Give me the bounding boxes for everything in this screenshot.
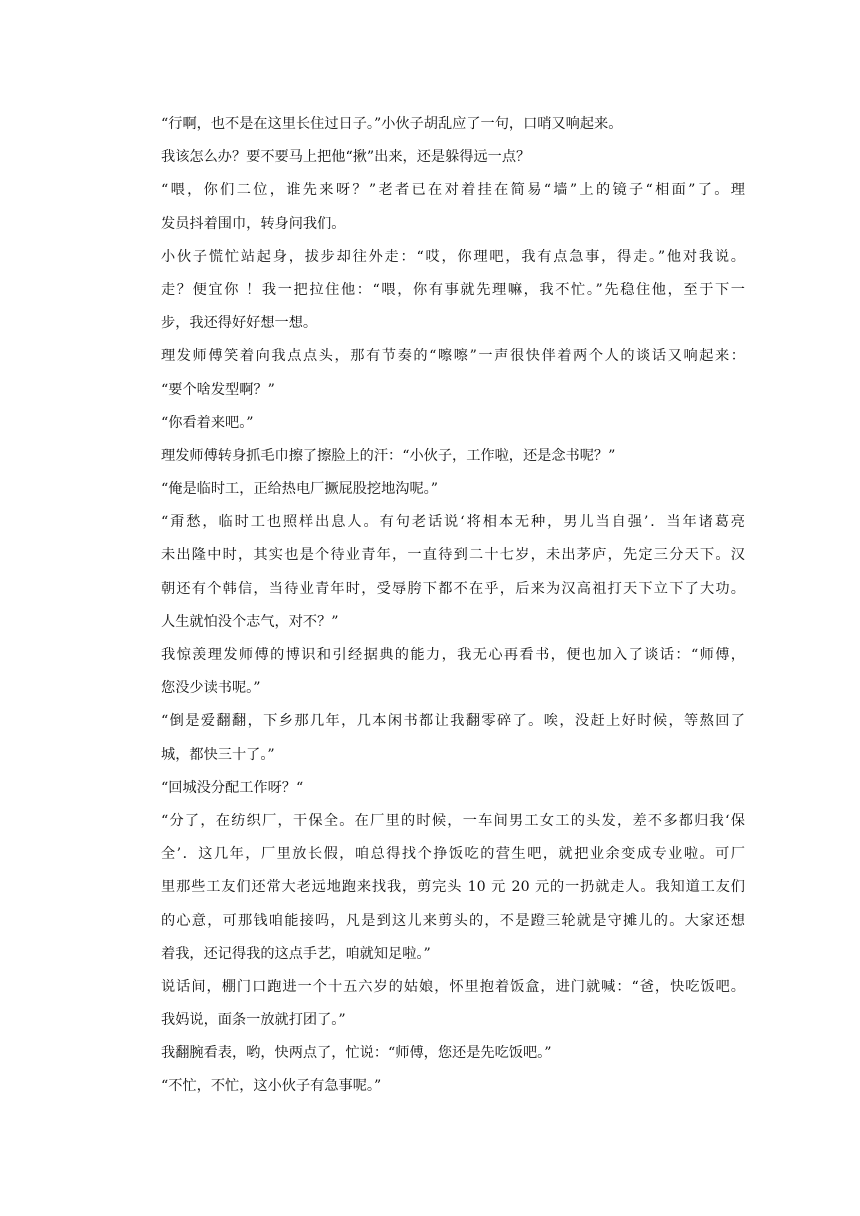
text-line: “要个啥发型啊？” [161, 381, 275, 398]
text-line: 理发师傅笑着向我点点头，那有节奏的“嚓嚓”一声很快伴着两个人的谈话又响起来： [161, 348, 745, 365]
text-line: 里那些工友们还常大老远地跑来找我，剪完头 10 元 20 元的一扔就走人。我知道工友们 [161, 879, 745, 896]
text-line: “喂，你们二位，谁先来呀？”老者已在对着挂在简易“墙”上的镜子“相面”了。理 [161, 182, 745, 199]
text-line: “回城没分配工作呀？“ [161, 779, 304, 796]
text-line: “倒是爱翻翻，下乡那几年，几本闲书都让我翻零碎了。唉，没赶上好时候，等熬回了 [161, 713, 745, 730]
text-line: “俺是临时工，正给热电厂撅屁股挖地沟呢。” [161, 481, 438, 498]
text-line: 步，我还得好好想一想。 [161, 315, 318, 332]
text-line: 朝还有个韩信，当待业青年时，受辱胯下都不在乎，后来为汉高祖打天下立下了大功。 [161, 580, 745, 597]
text-line: 我惊羡理发师傅的博识和引经据典的能力，我无心再看书，便也加入了谈话：“师傅， [161, 647, 745, 663]
text-line: 走？便宜你 ！我一把拉住他：“喂，你有事就先理嘛，我不忙。”先稳住他，至于下一 [161, 281, 745, 298]
text-line: 全’．这几年，厂里放长假，咱总得找个挣饭吃的营生吧，就把业余变成专业啦。可厂 [161, 846, 745, 863]
text-line: “甭愁，临时工也照样出息人。有句老话说‘将相本无种，男儿当自强’．当年诸葛亮 [161, 514, 745, 531]
text-line: 的心意，可那钱咱能接吗，凡是到这儿来剪头的，不是蹬三轮就是守摊儿的。大家还想 [161, 912, 745, 929]
text-line: 说话间，棚门口跑进一个十五六岁的姑娘，怀里抱着饭盒，进门就喊：“爸，快吃饭吧。 [161, 978, 745, 995]
text-line: 我该怎么办？要不要马上把他“揪”出来，还是躲得远一点？ [161, 149, 531, 166]
text-line: 理发师傅转身抓毛巾擦了擦脸上的汗：“小伙子，工作啦，还是念书呢？” [161, 447, 616, 464]
text-line: “分了，在纺织厂，干保全。在厂里的时候，一车间男工女工的头发，差不多都归我‘保 [161, 812, 745, 829]
text-line: 您没少读书呢。” [161, 680, 261, 697]
text-line: “行啊，也不是在这里长住过日子。”小伙子胡乱应了一句，口哨又响起来。 [161, 116, 623, 132]
text-line: “你看着来吧。” [161, 414, 254, 431]
document-body [161, 108, 745, 1104]
text-line: 人生就怕没个志气，对不？” [161, 613, 339, 630]
text-line: 我翻腕看表，哟，快两点了，忙说：“师傅，您还是先吃饭吧。” [161, 1045, 552, 1062]
text-line: 小伙子慌忙站起身，拔步却往外走：“哎，你理吧，我有点急事，得走。”他对我说。 [161, 248, 745, 265]
text-line: 未出隆中时，其实也是个待业青年，一直待到二十七岁，未出茅庐，先定三分天下。汉 [161, 547, 745, 564]
text-line: 我妈说，面条一放就打团了。” [161, 1012, 346, 1029]
text-line: 发员抖着围巾，转身问我们。 [161, 215, 346, 232]
text-line: 着我，还记得我的这点手艺，咱就知足啦。” [161, 945, 431, 962]
text-line: “不忙，不忙，这小伙子有急事呢。” [161, 1078, 382, 1095]
text-line: 城，都快三十了。” [161, 746, 275, 763]
